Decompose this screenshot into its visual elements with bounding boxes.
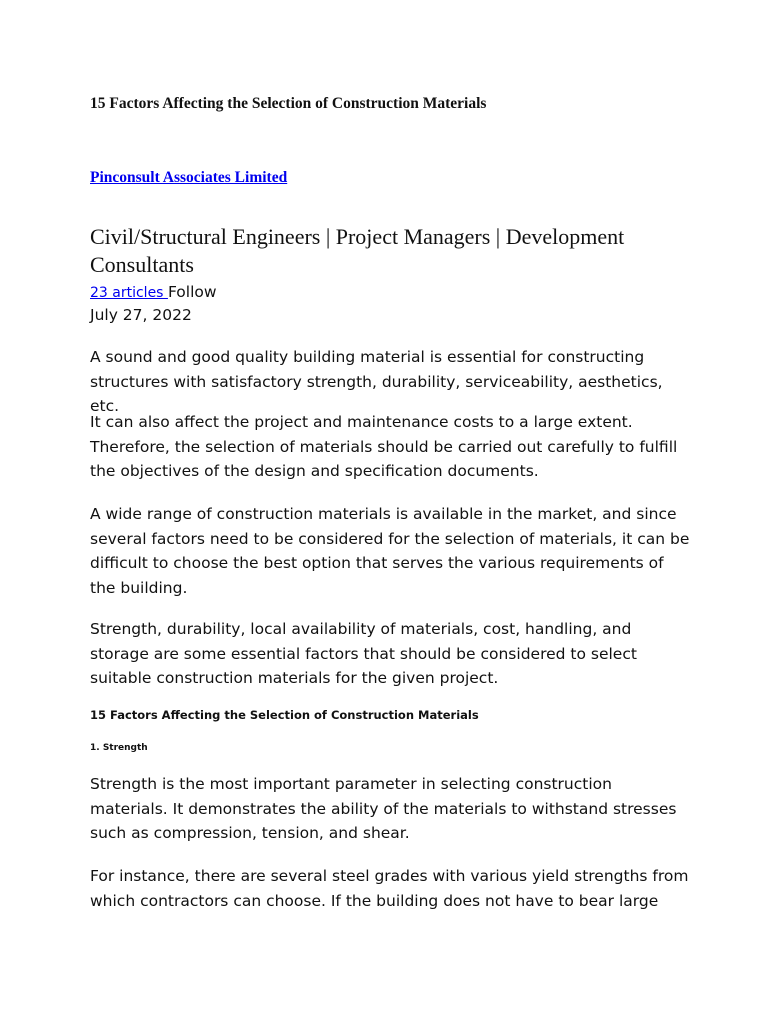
publish-date: July 27, 2022 <box>90 306 192 324</box>
author-link[interactable]: Pinconsult Associates Limited <box>90 169 288 186</box>
intro-paragraph-4: Strength, durability, local availability of materials, cost, handling, and storage are some essential factors that should be considered to select suitable construction materials for the given project. <box>90 620 637 687</box>
section-heading: 15 Factors Affecting the Selection of Construction Materials <box>90 708 479 722</box>
article-meta <box>90 281 217 304</box>
intro-paragraph-1: A sound and good quality building material is essential for constructing structures with satisfactory strength, durability, serviceability, aesthetics, etc. <box>90 348 663 415</box>
intro-paragraph-2: It can also affect the project and maintenance costs to a large extent. Therefore, the selection of materials should be carried out carefully to fulfill the objectives of the design and specification documents. <box>90 413 678 480</box>
subsection-heading-strength: 1. Strength <box>90 743 148 753</box>
strength-paragraph-2: For instance, there are several steel grades with various yield strengths from which contractors can choose. If the building does not have to bear large <box>90 867 689 910</box>
strength-paragraph-1: Strength is the most important parameter in selecting construction materials. It demonstrates the ability of the materials to withstand stresses such as compression, tension, and shear. <box>90 775 677 842</box>
articles-count-link[interactable]: 23 articles <box>90 285 168 301</box>
author-headline: Civil/Structural Engineers | Project Managers | Development Consultants <box>90 224 625 277</box>
intro-paragraph-3: A wide range of construction materials is available in the market, and since several factors need to be considered for the selection of materials, it can be difficult to choose the best option that serves the various requirements of the building. <box>90 505 690 597</box>
document-title: 15 Factors Affecting the Selection of Construction Materials <box>90 95 487 112</box>
follow-label[interactable]: Follow <box>167 283 217 301</box>
